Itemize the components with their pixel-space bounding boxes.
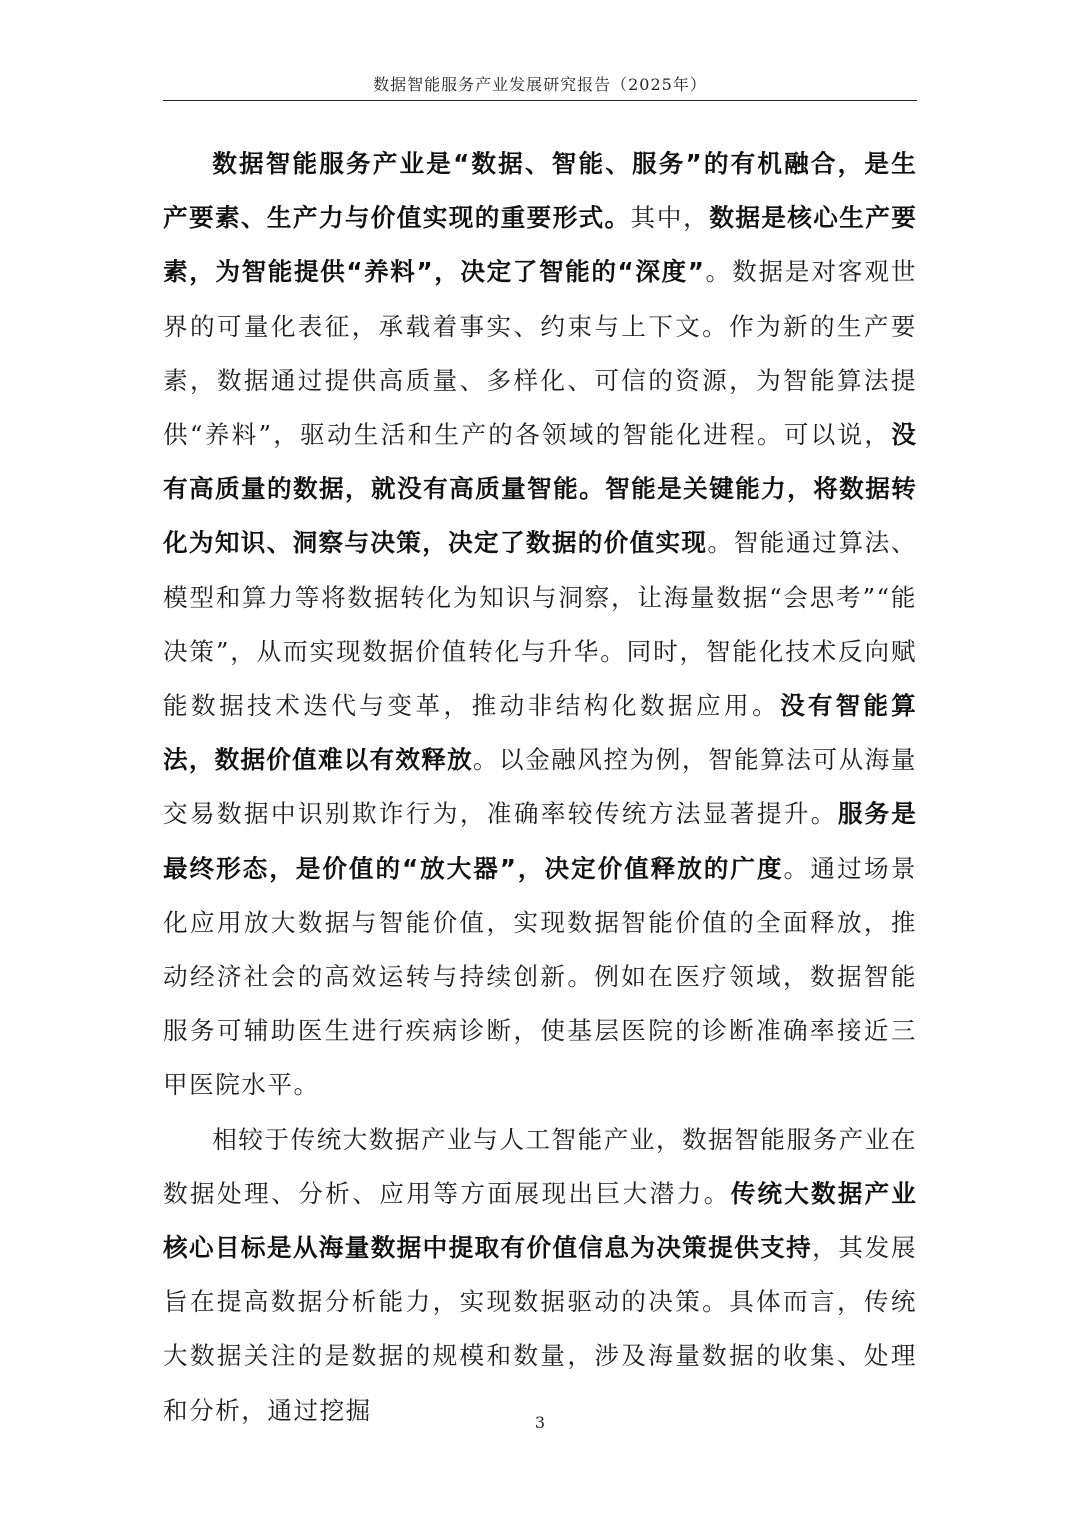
text-run: 没有高质量的数据，就没有高质量智能。智能是关键能力，将数据转化为知识、洞察与决策，决定了数据的价值实现 (163, 420, 917, 558)
header-rule (163, 100, 917, 101)
paragraph-2 (163, 1113, 917, 1438)
text-run: 传统大数据产业核心目标是从海量数据中提取有价值信息为决策提供支持 (163, 1178, 917, 1263)
running-header: 数据智能服务产业发展研究报告（2025年） (373, 75, 707, 94)
text-run: 。通过场景化应用放大数据与智能价值，实现数据智能价值的全面释放，推动经济社会的高效运转与持续创新。例如在医疗领域，数据智能服务可辅助医生进行疾病诊断，使基层医院的诊断准确率接近三甲医院水平。 (163, 853, 917, 1100)
text-run: 数据智能服务产业是“数据、智能、服务”的有机融合，是生产要素、生产力与价值实现的重要形式。 (163, 149, 917, 233)
text-run: 。数据是对客观世界的可量化表征，承载着事实、约束与上下文。作为新的生产要素，数据通过提供高质量、多样化、可信的资源，为智能算法提供“养料”，驱动生活和生产的各领域的智能化进程。可以说， (163, 257, 917, 450)
body-text (163, 137, 917, 1438)
text-run: 没有智能算法，数据价值难以有效释放 (163, 691, 917, 775)
text-run: 相较于传统大数据产业与人工智能产业，数据智能服务产业在数据处理、分析、应用等方面展现出巨大潜力。 (163, 1124, 917, 1208)
paragraph-1 (163, 137, 917, 1113)
text-run: ，其发展旨在提高数据分析能力，实现数据驱动的决策。具体而言，传统大数据关注的是数据的规模和数量，涉及海量数据的收集、处理和分析，通过挖掘 (163, 1233, 917, 1425)
text-run: 数据是核心生产要素，为智能提供“养料”，决定了智能的“深度” (163, 203, 917, 287)
text-run: 。以金融风控为例，智能算法可从海量交易数据中识别欺诈行为，准确率较传统方法显著提升。 (163, 745, 917, 829)
page-number: 3 (534, 1413, 546, 1432)
text-run: 。智能通过算法、模型和算力等将数据转化为知识与洞察，让海量数据“会思考”“能决策”，从而实现数据价值转化与升华。同时，智能化技术反向赋能数据技术迭代与变革，推动非结构化数据应用。 (163, 528, 917, 721)
text-run: 其中， (630, 203, 710, 233)
text-run: 服务是最终形态，是价值的“放大器”，决定价值释放的广度 (163, 799, 917, 883)
